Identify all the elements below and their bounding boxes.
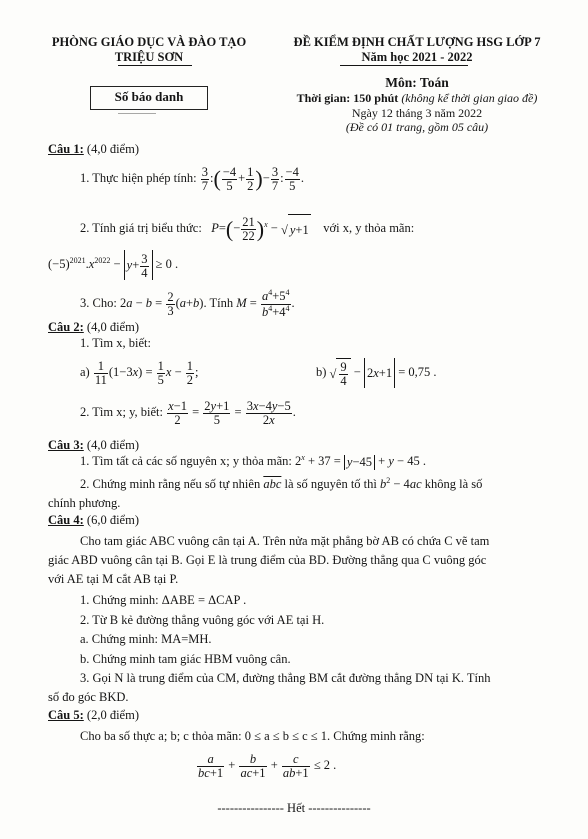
q5-inequality: $\frac{a}{bc+1}$ + $\frac{b}{ac+1}$ + $\frac{c}{ab+1}$ ≤ 2 .	[198, 751, 337, 780]
question-2-title: Câu 2:	[48, 320, 84, 334]
exam-title: ĐỀ KIỂM ĐỊNH CHẤT LƯỢNG HSG LỚP 7	[293, 35, 541, 49]
q1-part-2-label: 2. Tính giá trị biểu thức:	[80, 221, 202, 236]
question-4-title: Câu 4:	[48, 513, 84, 527]
q3-part-1: 1. Tìm tất cả các số nguyên x; y thỏa mãn: $2^x + 37 = y-45 + y - 45$ .	[80, 453, 426, 469]
q2-part-1a-label: a)	[80, 365, 90, 379]
question-4-heading	[48, 513, 139, 528]
q3-part-2-text-c: không là số	[424, 477, 483, 492]
q2-part-1-label: 1. Tìm x, biết:	[80, 336, 151, 350]
q3-part-2: 2. Chứng minh rằng nếu số tự nhiên $\overline{abc}$ là số nguyên tố thì $b^2 - 4ac$ không là số	[80, 476, 483, 492]
q2-part-2-label: 2. Tìm x; y, biết:	[80, 405, 163, 419]
question-1-title: Câu 1:	[48, 142, 84, 156]
question-2-heading	[48, 320, 139, 335]
q4-part-2: 2. Từ B kẻ đường thẳng vuông góc với AE tại H.	[80, 613, 325, 627]
question-2-points: (4,0 điểm)	[86, 320, 139, 334]
candidate-number-label: Số báo danh	[114, 89, 184, 104]
q1-part-2-expression: P	[211, 221, 219, 236]
question-4-points: (6,0 điểm)	[86, 513, 139, 527]
q4-statement-line-1: Cho tam giác ABC vuông cân tại A. Trên nửa mặt phẳng bờ AB có chứa C vẽ tam	[80, 534, 490, 548]
q4-part-2a: a. Chứng minh: MA=MH.	[80, 632, 212, 646]
q2-part-1a: a) $\frac{1}{11}$ (1−3x) = $\frac{1}{5}$ x − $\frac{1}{2}$ ;	[80, 358, 199, 387]
exam-date: Ngày 12 tháng 3 năm 2022	[351, 106, 483, 120]
q4-part-3-line-1: 3. Gọi N là trung điểm của CM, đường thẳng BM cắt đường thẳng DN tại K. Tính	[80, 671, 491, 685]
q4-statement-line-2: giác ABD vuông cân tại B. Gọi E là trung điểm của BD. Đường thẳng qua C vuông góc	[48, 553, 487, 567]
department-line-1: PHÒNG GIÁO DỤC VÀ ĐÀO TẠO	[51, 35, 247, 49]
end-marker: ---------------- Hết ---------------	[217, 801, 371, 815]
q5-condition: 0 ≤ a ≤ b ≤ c ≤ 1	[244, 729, 328, 743]
q5-statement	[80, 729, 425, 744]
department-underline	[118, 65, 192, 66]
q1-part-3-mid: . Tính	[203, 296, 234, 310]
question-1-heading	[48, 142, 139, 157]
q3-part-2-text-a: 2. Chứng minh rằng nếu số tự nhiên	[80, 477, 261, 492]
q1-part-1-expression: $\frac{3}{7}$ :( $\frac{-4}{5}$ + $\frac{1}{2}$ )− $\frac{3}{7}$ : $\frac{-4}{5}$ .	[201, 164, 304, 193]
candidate-number-dots: ...................	[118, 107, 156, 116]
q5-tail: . Chứng minh rằng:	[327, 729, 425, 743]
school-year: Năm học 2021 - 2022	[361, 50, 473, 64]
question-3-heading	[48, 438, 139, 453]
q4-part-2b: b. Chứng minh tam giác HBM vuông cân.	[80, 652, 291, 666]
question-5-points: (2,0 điểm)	[86, 708, 139, 722]
q5-intro: Cho ba số thực a; b; c thỏa mãn:	[80, 729, 242, 743]
question-1-points: (4,0 điểm)	[86, 142, 139, 156]
q4-part-1: 1. Chứng minh: ΔABE = ΔCAP .	[80, 593, 247, 607]
q1-part-1-label: 1. Thực hiện phép tính:	[80, 171, 197, 185]
time-note: (không kể thời gian giao đề)	[401, 91, 538, 105]
time-line	[282, 91, 552, 106]
q3-part-2-text-b: là số nguyên tố thì	[284, 477, 377, 492]
question-3-title: Câu 3:	[48, 438, 84, 452]
department-name	[44, 35, 254, 65]
q3-part-1-text: 1. Tìm tất cả các số nguyên x; y thỏa mãn:	[80, 454, 292, 469]
q1-part-2-tail: với x, y thỏa mãn:	[323, 221, 415, 236]
q3-part-2-text-d: chính phương.	[48, 496, 121, 510]
q4-part-3-line-2: số đo góc BKD.	[48, 690, 129, 704]
q2-part-1b-label: b)	[316, 365, 327, 379]
school-year-underline	[340, 65, 468, 66]
q2-part-2: 2. Tìm x; y, biết: $\frac{x-1}{2}$ = $\frac{2y+1}{5}$ = $\frac{3x-4y-5}{2x}$ .	[80, 398, 296, 427]
exam-title-block	[282, 35, 552, 65]
subject-title: Môn: Toán	[385, 75, 449, 90]
q1-part-2: 2. Tính giá trị biểu thức: P=(− $\frac{21}{22}$ )$^x$ − √ y+1 với x, y thỏa mãn:	[80, 214, 415, 243]
q1-part-2-condition: $(-5)^{2021}.x^{2022} - y+$ $\frac{3}{4}$ ≥ 0 .	[48, 251, 179, 280]
question-3-points: (4,0 điểm)	[86, 438, 139, 452]
q1-part-3-label: 3. Cho:	[80, 296, 117, 310]
page-note: (Đề có 01 trang, gồm 05 câu)	[345, 120, 489, 134]
time-limit: Thời gian: 150 phút	[296, 91, 399, 105]
q2-part-1b: b) √ $\frac{9}{4}$ − 2x+1 = 0,75 .	[316, 357, 437, 389]
question-5-heading	[48, 708, 139, 723]
q1-part-1	[80, 163, 304, 194]
question-5-title: Câu 5:	[48, 708, 84, 722]
department-line-2: TRIỆU SƠN	[114, 50, 184, 64]
q1-part-3: 3. Cho: 2a − b = $\frac{2}{3}$ (a+b). Tính M = $\frac{a^4+5^4}{b^4+4^4}$ .	[80, 288, 295, 319]
q1-part-3-condition: 2a − b = $\frac{2}{3}$ (a+b)	[119, 289, 204, 318]
q4-statement-line-3: với AE tại M cắt AB tại P.	[48, 572, 179, 586]
